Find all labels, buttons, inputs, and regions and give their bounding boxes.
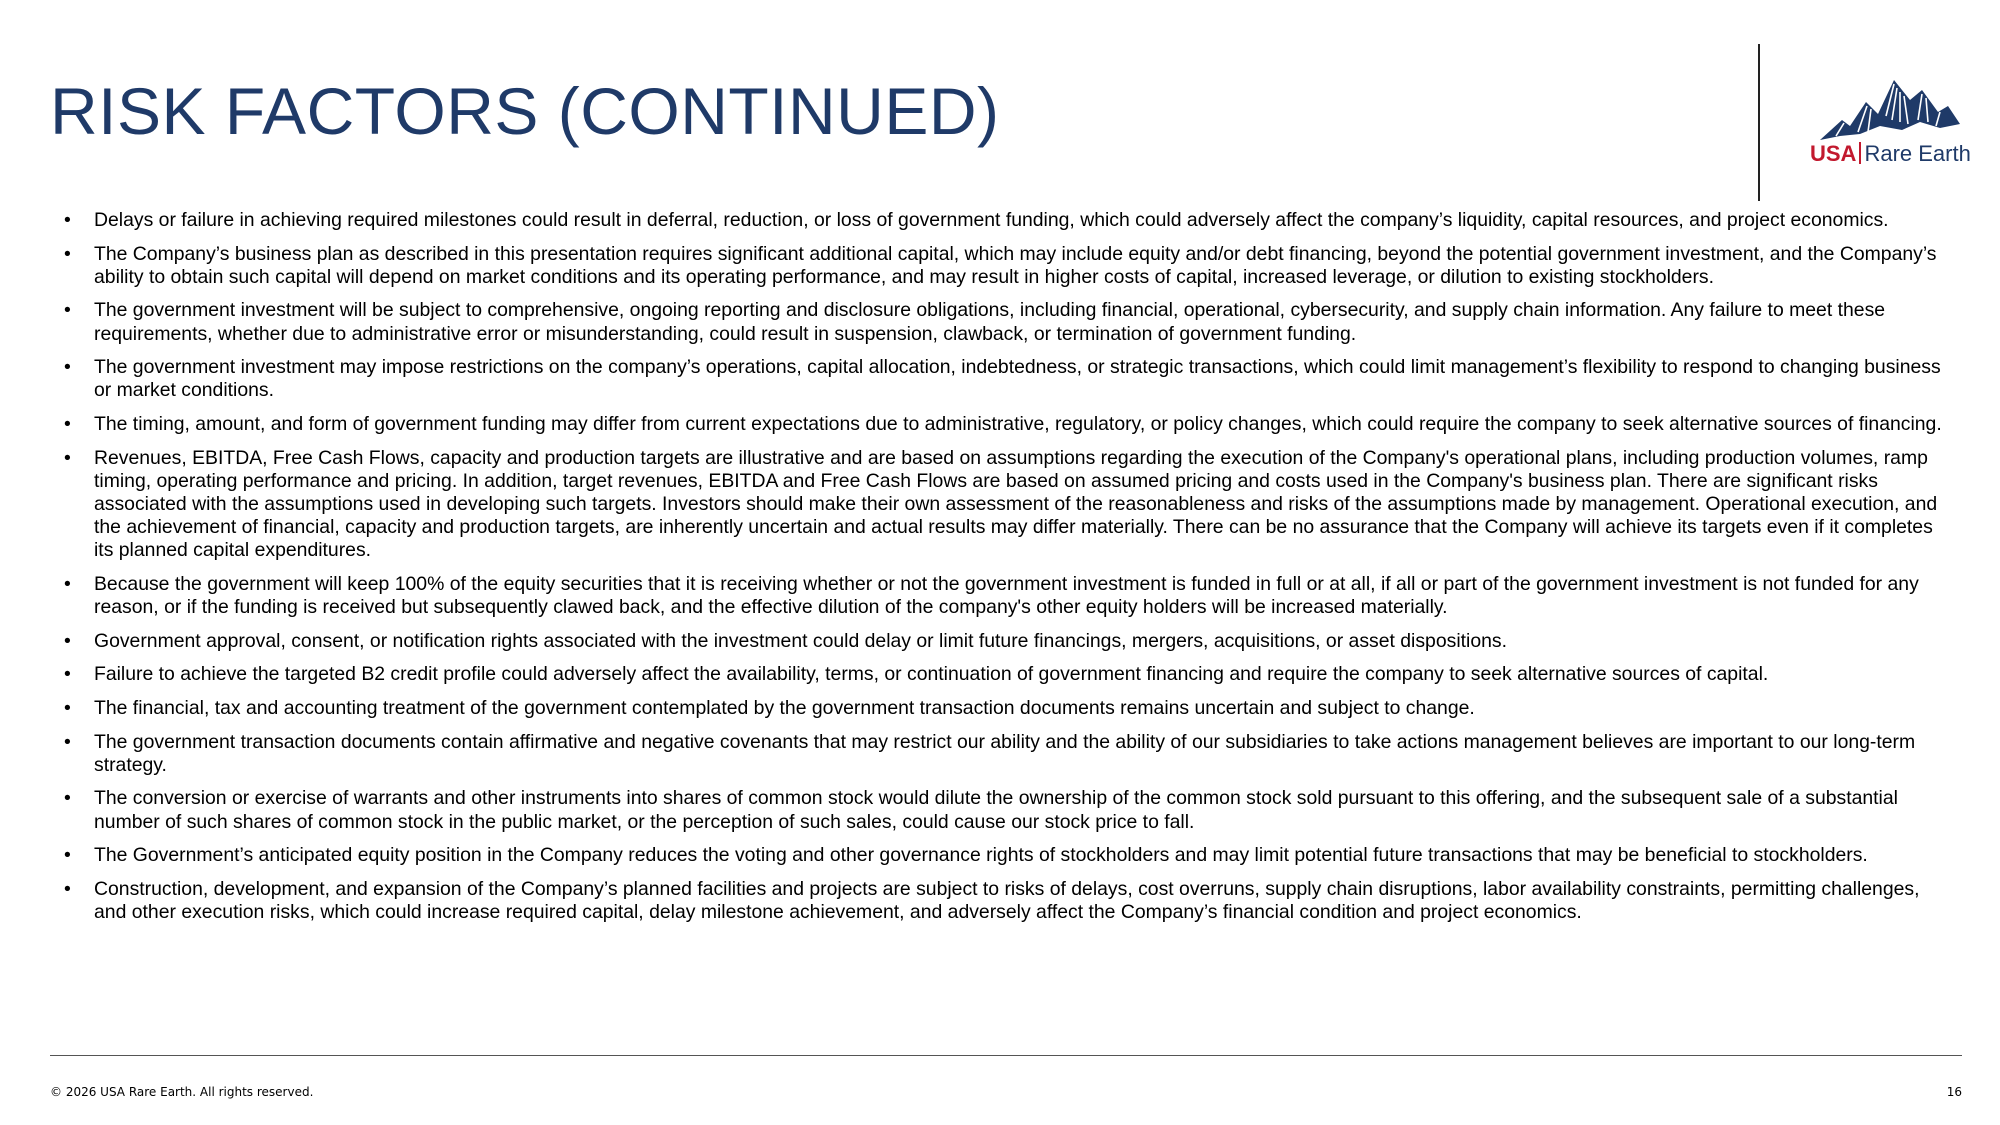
bullet-marker: • (64, 209, 71, 231)
list-item (58, 447, 1946, 563)
bullet-marker: • (64, 629, 71, 652)
list-item-text: The government transaction documents contain affirmative and negative covenants that may restrict our ability and the ability of our subsidiaries to take actions management believes are important to our long-term strategy. (94, 730, 1916, 776)
list-item-text: The Government’s anticipated equity position in the Company reduces the voting and other governance rights of stockholders and may limit potential future transactions that may be beneficial to stockholders. (94, 844, 1868, 867)
bullet-marker: • (64, 730, 71, 753)
list-item (58, 299, 1946, 345)
list-item (58, 787, 1946, 833)
list-item (58, 697, 1946, 720)
bullet-marker: • (64, 572, 71, 595)
company-logo (1810, 76, 1970, 166)
list-item-text: The government investment may impose restrictions on the company’s operations, capital allocation, indebtedness, or strategic transactions, which could limit management’s flexibility to respond to changing business or market conditions. (94, 356, 1941, 402)
bullet-marker: • (64, 877, 71, 900)
mountain-icon (1820, 76, 1960, 142)
logo-separator (1859, 142, 1861, 164)
bullet-marker: • (64, 696, 71, 719)
bullet-marker: • (64, 844, 71, 867)
bullet-marker: • (64, 446, 71, 469)
list-item-text: Because the government will keep 100% of the equity securities that it is receiving whether or not the government investment is funded in full or at all, if all or part of the government investment is not funded for any reason, or if the funding is received but subsequently clawed back, and the effective dilution of the company's other equity holders will be increased materially. (94, 572, 1919, 619)
slide-title: RISK FACTORS (CONTINUED) (50, 74, 1000, 148)
bullet-marker: • (64, 356, 71, 379)
footer-divider (50, 1055, 1962, 1056)
bullet-marker: • (64, 787, 71, 810)
list-item-text: The timing, amount, and form of government funding may differ from current expectations due to administrative, regulatory, or policy changes, which could require the company to seek alternative sources of financing. (94, 412, 1942, 435)
bullet-marker: • (64, 663, 71, 686)
list-item (58, 356, 1946, 402)
footer-copyright: © 2026 USA Rare Earth. All rights reserved. (50, 1085, 314, 1099)
logo-usa-text: USA (1810, 141, 1857, 166)
risk-factor-list (58, 209, 1946, 935)
logo-rare-earth-text: Rare Earth (1864, 141, 1971, 166)
logo-wordmark (1810, 140, 1970, 168)
list-item (58, 878, 1946, 924)
list-item-text: Government approval, consent, or notification rights associated with the investment could delay or limit future financings, mergers, acquisitions, or asset dispositions. (94, 629, 1507, 652)
bullet-marker: • (64, 412, 71, 435)
page-number: 16 (1946, 1085, 1962, 1099)
bullet-marker: • (64, 299, 71, 322)
list-item (58, 663, 1946, 686)
list-item-text: Construction, development, and expansion of the Company’s planned facilities and projects are subject to risks of delays, cost overruns, supply chain disruptions, labor availability constraints, permitting challenges, and other execution risks, which could increase required capital, delay milestone achievement, and adversely affect the Company’s financial condition and project economics. (94, 877, 1920, 923)
list-item (58, 630, 1946, 653)
list-item-text: The government investment will be subject to comprehensive, ongoing reporting and disclosure obligations, including financial, operational, cybersecurity, and supply chain information. Any failure to meet these requirements, whether due to administrative error or misunderstanding, could result in suspension, clawback, or termination of government funding. (94, 299, 1886, 345)
list-item (58, 573, 1946, 619)
list-item-text: Failure to achieve the targeted B2 credit profile could adversely affect the availability, terms, or continuation of government financing and require the company to seek alternative sources of capital. (94, 663, 1769, 686)
logo-divider (1758, 44, 1760, 201)
list-item-text: Revenues, EBITDA, Free Cash Flows, capacity and production targets are illustrative and are based on assumptions regarding the execution of the Company's operational plans, including production volumes, ramp timing, operating performance and pricing. In addition, target revenues, EBITDA and Free Cash Flows are based on assumed pricing and costs used in the Company's business plan. There are significant risks associated with the assumptions used in developing such targets. Investors should make their own assessment of the reasonableness and risks of the assumptions made by management. Operational execution, and the achievement of financial, capacity and production targets, are inherently uncertain and actual results may differ materially. There can be no assurance that the Company will achieve its targets even if it completes its planned capital expenditures. (94, 446, 1938, 562)
list-item-text: Delays or failure in achieving required milestones could result in deferral, reduction, or loss of government funding, which could adversely affect the company’s liquidity, capital resources, and project economics. (94, 209, 1889, 231)
list-item (58, 413, 1946, 436)
list-item-text: The financial, tax and accounting treatment of the government contemplated by the government transaction documents remains uncertain and subject to change. (94, 696, 1475, 719)
list-item-text: The Company’s business plan as described in this presentation requires significant additional capital, which may include equity and/or debt financing, beyond the potential government investment, and the Company’s ability to obtain such capital will depend on market conditions and its operating performance, and may result in higher costs of capital, increased leverage, or dilution to existing stockholders. (94, 242, 1937, 288)
list-item (58, 243, 1946, 289)
bullet-marker: • (64, 242, 71, 265)
list-item (58, 731, 1946, 777)
list-item (58, 209, 1946, 232)
list-item-text: The conversion or exercise of warrants and other instruments into shares of common stock would dilute the ownership of the common stock sold pursuant to this offering, and the subsequent sale of a substantial number of such shares of common stock in the public market, or the perception of such sales, could cause our stock price to fall. (94, 787, 1898, 833)
list-item (58, 844, 1946, 867)
